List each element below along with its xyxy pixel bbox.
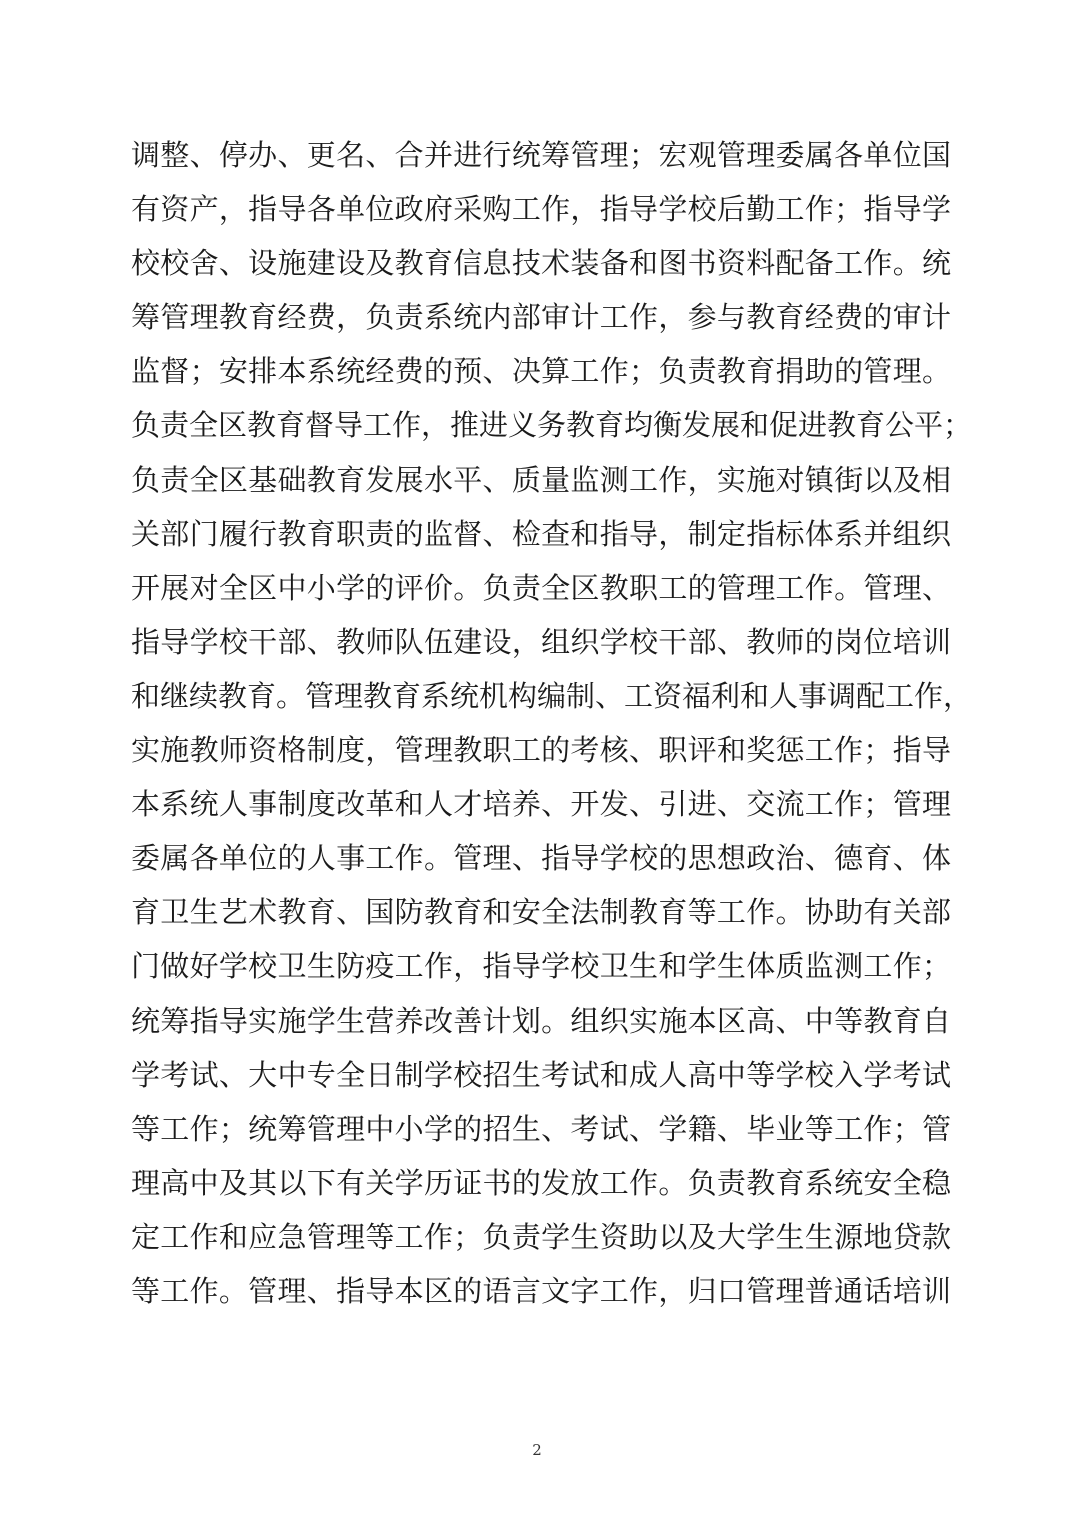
text-line: 筹管理教育经费，负责系统内部审计工作，参与教育经费的审计 bbox=[131, 300, 951, 335]
text-line: 委属各单位的人事工作。管理、指导学校的思想政治、德育、体 bbox=[131, 841, 951, 876]
text-line: 关部门履行教育职责的监督、检查和指导，制定指标体系并组织 bbox=[131, 516, 951, 551]
page-number: 2 bbox=[532, 1441, 542, 1459]
text-line: 等工作；统筹管理中小学的招生、考试、学籍、毕业等工作；管 bbox=[131, 1111, 951, 1146]
text-line: 实施教师资格制度，管理教职工的考核、职评和奖惩工作；指导 bbox=[131, 733, 951, 768]
text-line: 育卫生艺术教育、国防教育和安全法制教育等工作。协助有关部 bbox=[131, 895, 951, 930]
text-line: 负责全区教育督导工作，推进义务教育均衡发展和促进教育公平； bbox=[131, 408, 973, 443]
text-line: 等工作。管理、指导本区的语言文字工作，归口管理普通话培训 bbox=[131, 1273, 951, 1308]
text-line: 定工作和应急管理等工作；负责学生资助以及大学生生源地贷款 bbox=[131, 1219, 951, 1254]
text-line: 负责全区基础教育发展水平、质量监测工作，实施对镇街以及相 bbox=[131, 462, 951, 497]
text-line: 和继续教育。管理教育系统机构编制、工资福利和人事调配工作， bbox=[131, 678, 973, 713]
text-line: 指导学校干部、教师队伍建设，组织学校干部、教师的岗位培训 bbox=[131, 624, 951, 659]
text-line: 监督；安排本系统经费的预、决算工作；负责教育捐助的管理。 bbox=[131, 354, 951, 389]
text-line: 理高中及其以下有关学历证书的发放工作。负责教育系统安全稳 bbox=[131, 1165, 951, 1200]
body-text bbox=[131, 128, 973, 1318]
text-line: 学考试、大中专全日制学校招生考试和成人高中等学校入学考试 bbox=[131, 1057, 951, 1092]
text-line: 调整、停办、更名、合并进行统筹管理；宏观管理委属各单位国 bbox=[131, 138, 951, 172]
text-line: 开展对全区中小学的评价。负责全区教职工的管理工作。管理、 bbox=[131, 570, 951, 605]
text-line: 统筹指导实施学生营养改善计划。组织实施本区高、中等教育自 bbox=[131, 1003, 951, 1038]
text-line: 本系统人事制度改革和人才培养、开发、引进、交流工作；管理 bbox=[131, 787, 951, 822]
text-line: 门做好学校卫生防疫工作，指导学校卫生和学生体质监测工作； bbox=[131, 949, 951, 984]
text-line: 校校舍、设施建设及教育信息技术装备和图书资料配备工作。统 bbox=[131, 246, 951, 281]
text-line: 有资产，指导各单位政府采购工作，指导学校后勤工作；指导学 bbox=[131, 192, 951, 227]
